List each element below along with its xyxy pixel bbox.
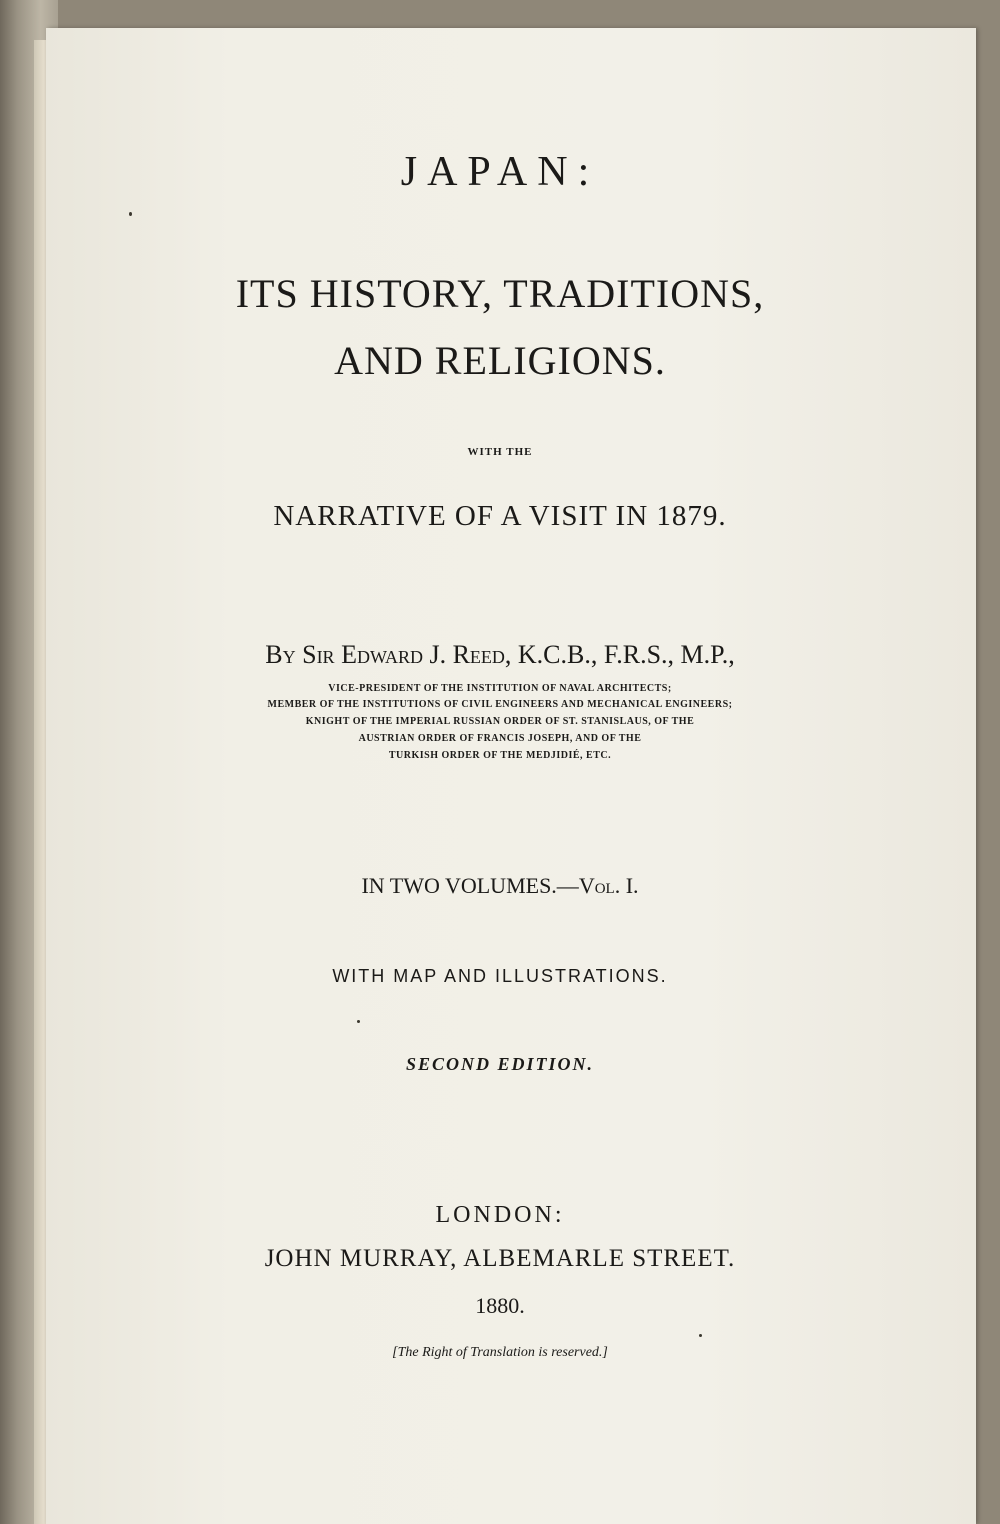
rights-notice: [The Right of Translation is reserved.] [392, 1345, 608, 1360]
volume-number: Vol. I. [578, 873, 639, 898]
author-credential-line: AUSTRIAN ORDER OF FRANCIS JOSEPH, AND OF THE [358, 733, 642, 744]
narrative-subtitle: NARRATIVE OF A VISIT IN 1879. [273, 500, 727, 532]
author-credential-line: MEMBER OF THE INSTITUTIONS OF CIVIL ENGINEERS AND MECHANICAL ENGINEERS; [267, 699, 733, 710]
ink-speck [699, 1334, 702, 1337]
with-the-label: WITH THE [467, 446, 533, 458]
edition-statement: SECOND EDITION. [405, 1054, 595, 1074]
author-credential-line: KNIGHT OF THE IMPERIAL RUSSIAN ORDER OF ST. STANISLAUS, OF THE [305, 716, 695, 727]
map-illustrations-note: WITH MAP AND ILLUSTRATIONS. [332, 966, 668, 986]
volume-statement [0, 873, 1000, 899]
author-credential-line: VICE-PRESIDENT OF THE INSTITUTION OF NAVAL ARCHITECTS; [328, 683, 672, 694]
ink-speck [129, 212, 132, 216]
publication-year: 1880. [475, 1293, 525, 1318]
author-credential-line: TURKISH ORDER OF THE MEDJIDIÉ, ETC. [388, 750, 612, 761]
subtitle-line-2: AND RELIGIONS. [334, 338, 666, 383]
book-title: JAPAN: [400, 149, 600, 195]
publisher: JOHN MURRAY, ALBEMARLE STREET. [264, 1245, 736, 1272]
subtitle-line-1: ITS HISTORY, TRADITIONS, [235, 271, 765, 316]
volume-count: IN TWO VOLUMES.— [361, 873, 579, 898]
ink-speck [357, 1020, 360, 1023]
author-line: By Sir Edward J. Reed, K.C.B., F.R.S., M.P., [265, 640, 735, 669]
publication-place: LONDON: [435, 1202, 565, 1228]
